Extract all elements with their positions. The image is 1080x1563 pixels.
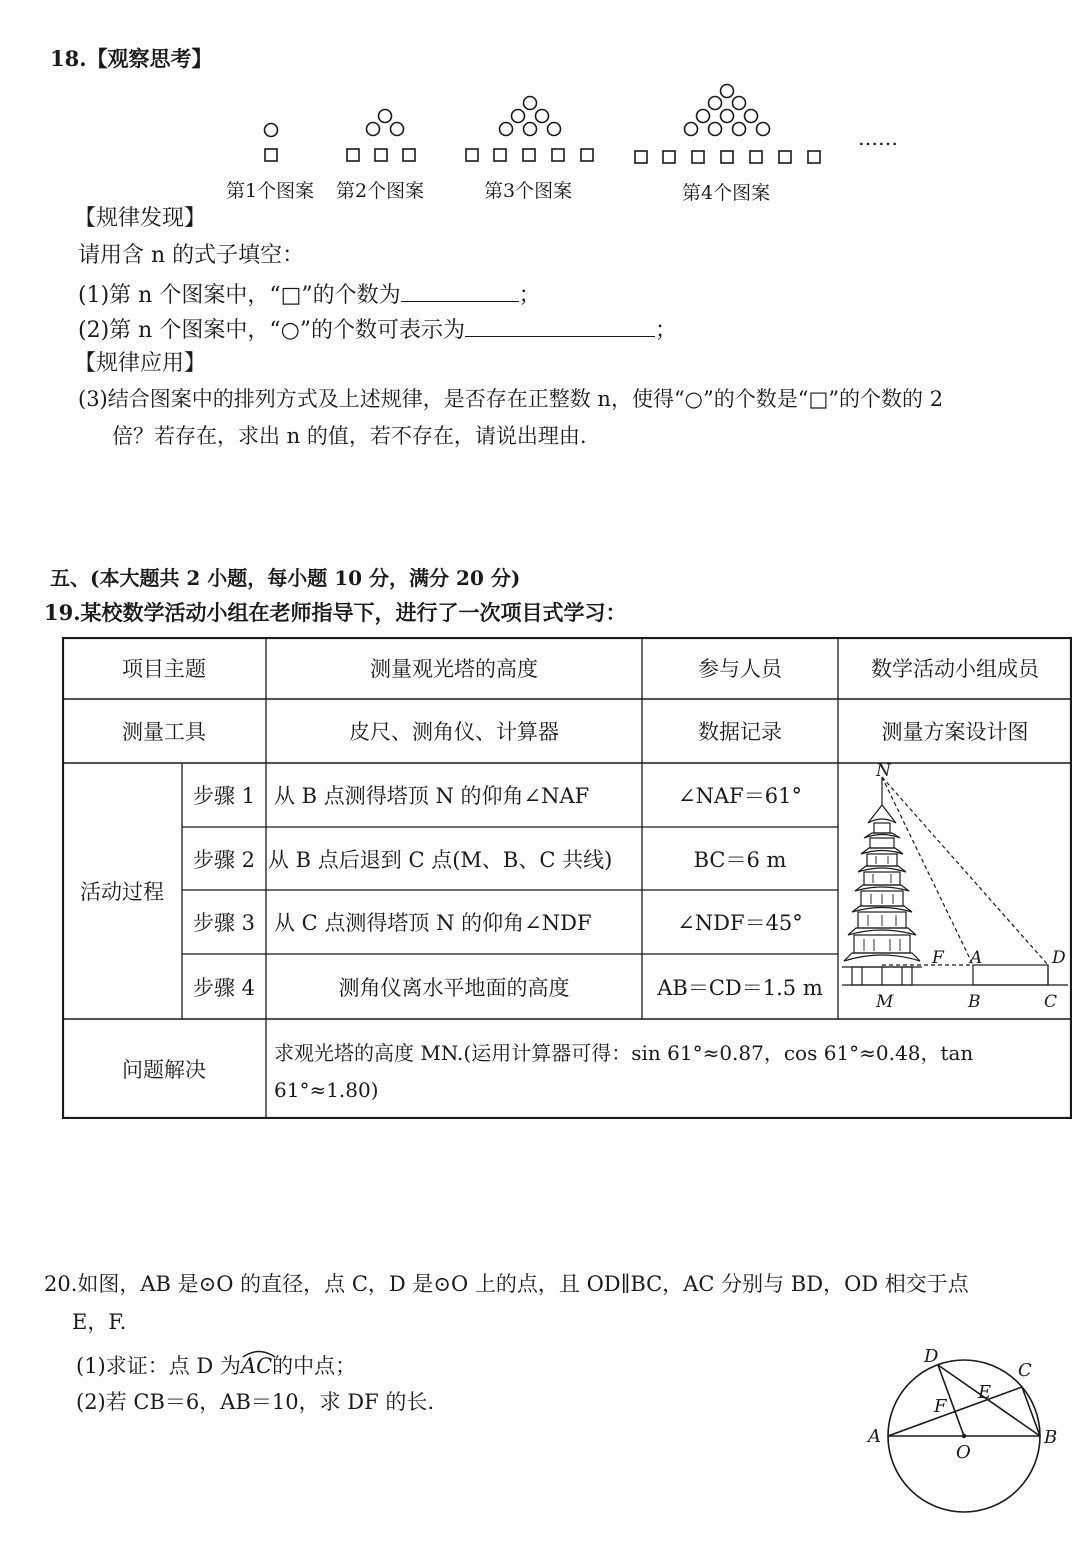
solve-text: 求观光塔的高度 MN.(运用计算器可得：sin 61°≈0.87，cos 61°≈0.48，tan 61°≈1.80): [274, 1041, 974, 1102]
q18-patterns: [230, 82, 930, 172]
step4-data: AB＝CD＝1.5 m: [657, 975, 823, 1000]
circle-figure: [860, 1340, 1070, 1540]
solve-label: 问题解决: [122, 1058, 206, 1082]
project-table: [62, 637, 1072, 1119]
arc-symbol: [241, 1348, 277, 1358]
q19-intro: [44, 600, 627, 626]
q18-part3-line2: 倍？若存在，求出 n 的值，若不存在，请说出理由.: [112, 424, 587, 448]
label-B: B: [968, 992, 981, 1012]
pattern-ellipsis: ……: [858, 126, 898, 150]
tower-diagram: [838, 763, 1072, 1019]
label-M: M: [876, 992, 894, 1012]
label-A: A: [868, 1426, 881, 1447]
label-N: N: [876, 763, 891, 781]
q20-stem: 20.如图，AB 是⊙O 的直径，点 C，D 是⊙O 上的点，且 OD∥BC，AC 分别与 BD，OD 相交于点: [44, 1272, 969, 1296]
step4-desc: 测角仪离水平地面的高度: [338, 975, 570, 1000]
step2-desc: 从 B 点后退到 C 点(M、B、C 共线): [268, 847, 613, 872]
caption-pattern-4: 第4个图案: [682, 182, 771, 204]
pattern-2: [347, 110, 415, 162]
label-A: A: [970, 948, 983, 968]
caption-pattern-3: 第3个图案: [484, 180, 573, 202]
q18-title: 18.【观察思考】: [50, 46, 213, 71]
q18-part1: (1)第 n 个图案中，“□”的个数为 ；: [78, 283, 541, 308]
q20-part2: (2)若 CB＝6，AB＝10，求 DF 的长.: [76, 1390, 435, 1414]
tools-value: 皮尺、测角仪、计算器: [349, 720, 559, 744]
records-label: 数据记录: [698, 720, 782, 744]
label-F: F: [934, 1396, 947, 1417]
q18-instruction: 请用含 n 的式子填空：: [78, 243, 305, 268]
label-D: D: [1052, 948, 1066, 968]
topic-value: 测量观光塔的高度: [370, 657, 538, 681]
label-C: C: [1044, 992, 1058, 1012]
step1-desc: 从 B 点测得塔顶 N 的仰角∠NAF: [274, 784, 590, 808]
q20-line1: [44, 1272, 969, 1297]
step2-label: 步骤 2: [192, 847, 256, 872]
label-O: O: [956, 1442, 971, 1463]
q18-part2: (2)第 n 个图案中，“○”的个数可表示为 ；: [78, 318, 678, 343]
step2-data: BC＝6 m: [693, 847, 787, 872]
label-D: D: [924, 1346, 939, 1367]
rule-discovery-heading: 【规律发现】: [74, 206, 207, 231]
section5-heading: 五、(本大题共 2 小题，每小题 10 分，满分 20 分): [50, 566, 521, 590]
q19-intro-text: 19.某校数学活动小组在老师指导下，进行了一次项目式学习：: [44, 600, 627, 625]
participants-label: 参与人员: [698, 657, 782, 681]
tools-label: 测量工具: [122, 720, 206, 744]
step3-data: ∠NDF＝45°: [677, 911, 803, 935]
pattern-figure: [230, 82, 930, 172]
answer-blank-2[interactable]: [465, 316, 655, 337]
pattern-1: [265, 124, 278, 162]
step1-label: 步骤 1: [192, 784, 256, 808]
label-E: E: [978, 1382, 992, 1403]
pattern-3: [466, 97, 593, 162]
center-point: [962, 1434, 966, 1438]
participants-value: 数学活动小组成员: [871, 657, 1039, 681]
step1-data: ∠NAF＝61°: [678, 784, 802, 808]
topic-label: 项目主题: [122, 657, 206, 681]
step3-label: 步骤 3: [192, 911, 256, 935]
rule-application-heading: 【规律应用】: [74, 351, 207, 376]
step4-label: 步骤 4: [192, 975, 256, 1000]
arc-ac: AC: [241, 1354, 272, 1379]
q18-part3-line1: (3)结合图案中的排列方式及上述规律，是否存在正整数 n，使得“○”的个数是“□”的个数的 2: [78, 387, 944, 411]
label-C: C: [1018, 1360, 1032, 1381]
design-label: 测量方案设计图: [881, 720, 1029, 744]
answer-blank-1[interactable]: [401, 281, 519, 302]
process-label: 活动过程: [80, 880, 164, 904]
caption-pattern-1: 第1个图案: [226, 180, 315, 202]
pattern-4: [635, 85, 820, 164]
q20-part1: (1)求证：点 D 为 AC的中点；: [76, 1354, 356, 1379]
q20-line2: E，F.: [72, 1310, 127, 1334]
step3-desc: 从 C 点测得塔顶 N 的仰角∠NDF: [274, 911, 592, 935]
label-B: B: [1044, 1427, 1058, 1448]
label-F: F: [932, 948, 944, 968]
caption-pattern-2: 第2个图案: [336, 180, 425, 202]
